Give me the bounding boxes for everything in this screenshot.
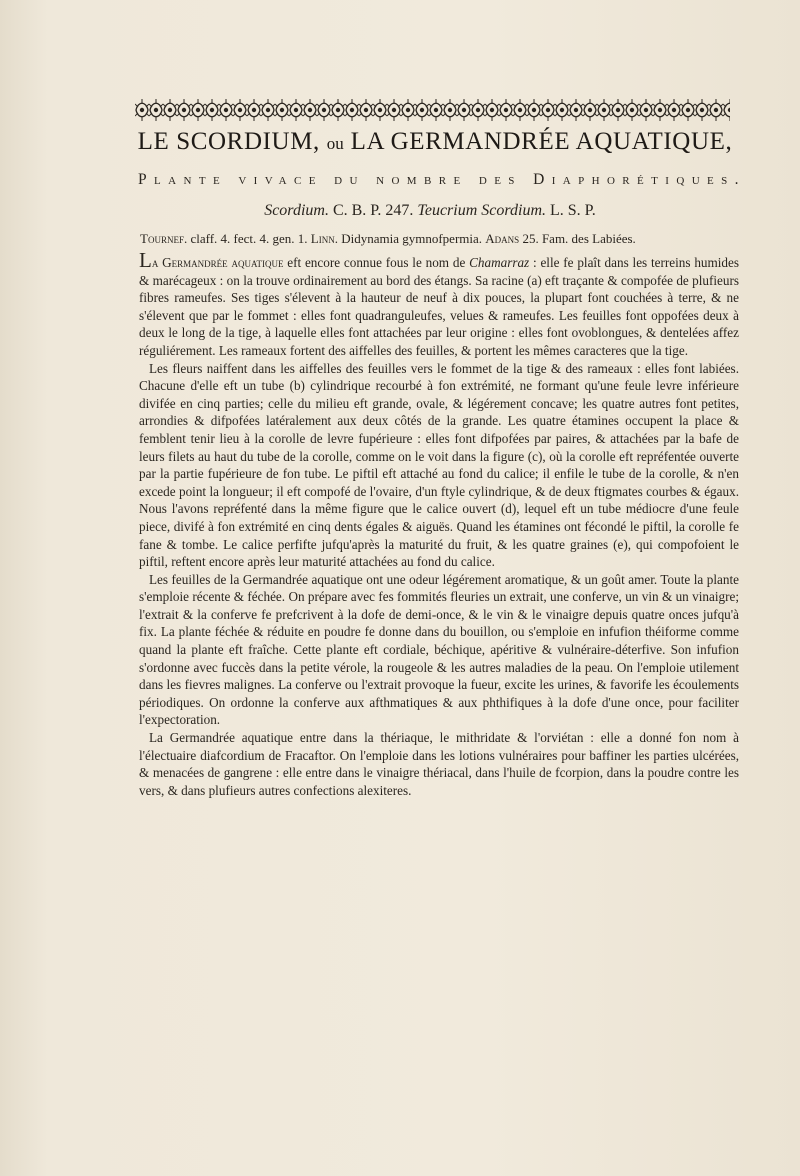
tournef-ref: claff. 4. fect. 4. gen. 1. <box>190 231 308 246</box>
p1-italic-name: Chamarraz <box>469 255 530 270</box>
drop-cap: L <box>139 248 152 272</box>
tournef-label: Tournef. <box>140 231 188 246</box>
p1-text-b: : elle fe plaît dans les terreins humides & marécageux : on la trouve ordinairement au bord des étangs. Sa racine (a) eft traçante & compofée de plufieurs fibres rameufes. Ses tiges s'élevent à la hauteur de neuf à dix pouces, la plupart font couchées à terre, & ne s'élevent que par le fommet : elles font quadranguleufes, velues & rameufes. Les feuilles font oppofées deux à deux le long de la tige, à laquelle elles font attachées par leur origine : elles font ovoblongues, & dentelées affez réguliérement. Les rameaux fortent des aiffelles des feuilles, & portent les mêmes caracteres que la tige. <box>139 255 740 358</box>
linn-ref: Didynamia gymnofpermia. <box>341 231 483 246</box>
paragraph-4: La Germandrée aquatique entre dans la thériaque, le mithridate & l'orviétan : elle a donné fon nom à l'électuaire diafcordium de Fracaftor. On l'emploie dans les lotions vulnéraires pour baffiner les parties ulcérées, & menacées de gangrene : elle entre dans le vinaigre thériacal, dans l'huile de fcorpion, dans la poudre contre les vers, & dans plufieurs autres confections alexiteres. <box>139 730 739 798</box>
linn-label: Linn. <box>310 231 338 246</box>
classification-line <box>140 231 740 247</box>
synonym-lsp: L. S. P. <box>550 202 596 219</box>
page-title <box>135 128 735 156</box>
adans-ref: 25. Fam. des Labiées. <box>522 231 636 246</box>
subtitle: Plante vivace du nombre des Diaphorétiques. <box>138 171 746 188</box>
synonym-scordium: Scordium. <box>264 202 329 219</box>
paragraph-2: Les fleurs naiffent dans les aiffelles des feuilles vers le fommet de la tige & des rameaux : elles font labiées. Chacune d'elle eft un tube (b) cylindrique recourbé à fon extrémité, ne formant qu'une feule levre inférieure divifée en cinq parties; celle du milieu eft grande, ovale, & légérement concave; les quatre autres font petites, arrondies & difpofées latéralement aux deux côtés de la grande. Les quatre étamines occupent la place & femblent tenir lieu à la corolle de levre fupérieure : elles font difpofées par paires, & attachées par la bafe de leurs filets au haut du tube de la corolle, comme on le voit dans la figure (c), où la corolle eft repréfentée ouverte par la partie fupérieure de fon tube. Le piftil eft attaché au fond du calice; il enfile le tube de la corolle, & n'en excede point la longueur; il eft compofé de l'ovaire, d'un ftyle cylindrique, & de deux ftigmates courbes & égaux. Nous l'avons repréfenté dans la même figure que le calice ouvert (d), lequel eft un tube médiocre d'une feule piece, divifé à fon extrémité en cinq dents égales & aiguës. Quand les étamines ont fécondé le piftil, la corolle fe fane & tombe. Le calice perfifte jufqu'après la maturité du fruit, & les quatre graines (e), qui compofoient le piftil, reftent encore après leur maturité attachées au fond du calice. <box>139 360 739 570</box>
body-text <box>139 248 740 799</box>
title-ou: ou <box>326 134 344 153</box>
title-part-1: LE SCORDIUM, <box>137 128 320 155</box>
p1-smallcaps: a Germandrée aquatique <box>151 255 284 270</box>
title-part-2: LA GERMANDRÉE AQUATIQUE, <box>350 128 733 155</box>
adans-label: Adans <box>485 231 520 246</box>
synonym-cbp: C. B. P. 247. <box>332 202 414 219</box>
ornament-band <box>135 98 730 122</box>
synonym-teucrium: Teucrium Scordium. <box>417 202 546 219</box>
synonyms-line <box>220 202 640 220</box>
paragraph-3: Les feuilles de la Germandrée aquatique ont une odeur légérement aromatique, & un goût amer. Toute la plante s'emploie récente & féchée. On prépare avec fes fommités fleuries un extrait, une conferve, un vin & un vinaigre; l'extrait & la conferve fe prefcrivent à la dofe de demi-once, & le vin & le vinaigre depuis quatre onces jufqu'à fix. La plante féchée & réduite en poudre fe donne dans du bouillon, ou s'emploie en infufion théiforme comme quand la plante eft fraîche. Cette plante eft cordiale, béchique, apéritive & vulnéraire-déterfive. Son infufion s'ordonne avec fuccès dans la petite vérole, la rougeole & les autres maladies de la peau. On l'emploie utilement dans les fievres malignes. La conferve ou l'extrait provoque la fueur, excite les urines, & favorife les écoulements périodiques. On ordonne la conferve aux afthmatiques & aux phthifiques à la dofe d'une once, pour faciliter l'expectoration. <box>139 571 739 728</box>
paragraph-1 <box>139 248 740 360</box>
p1-text-a: eft encore connue fous le nom de <box>283 255 470 270</box>
